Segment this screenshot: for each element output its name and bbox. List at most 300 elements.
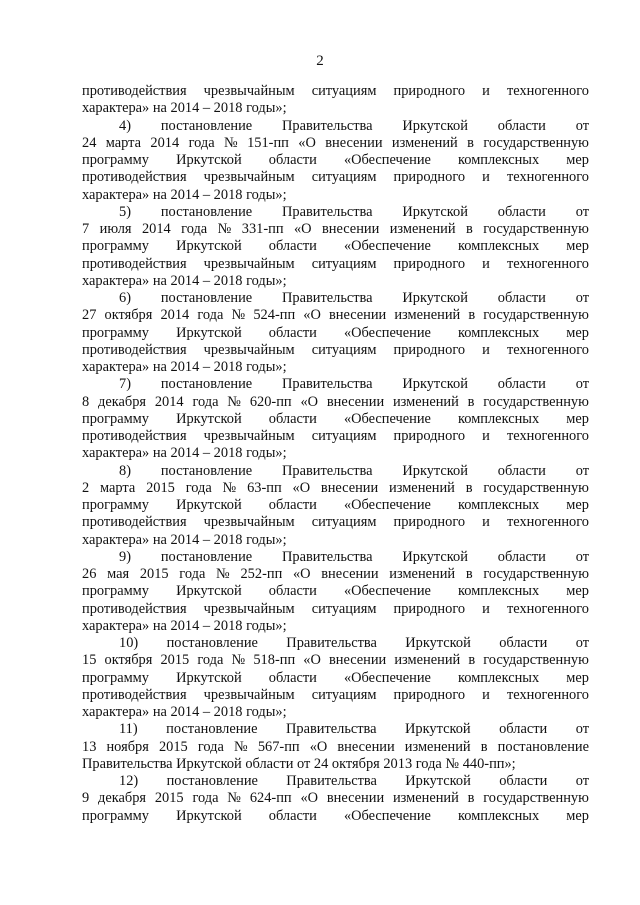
word: чрезвычайным <box>203 686 295 703</box>
word: № <box>222 479 237 496</box>
word: Иркутской <box>176 669 242 686</box>
word: 7 <box>82 221 90 237</box>
word: марта <box>105 134 142 151</box>
word: изменений <box>394 652 461 669</box>
word: 10) <box>119 635 139 651</box>
word: противодействия <box>82 169 187 186</box>
word: внесении <box>337 738 395 755</box>
text-line <box>82 83 589 100</box>
word: государственную <box>483 652 589 669</box>
word: № <box>217 221 232 237</box>
text-line <box>82 118 589 135</box>
word: техногенного <box>506 169 589 186</box>
word: октября <box>104 652 153 669</box>
text-line <box>82 721 589 738</box>
word: октября <box>104 307 153 324</box>
word: «Обеспечение <box>343 807 431 824</box>
word: «О <box>292 566 311 582</box>
word: № <box>216 566 230 582</box>
word: 2 <box>82 479 90 496</box>
word: в <box>467 393 475 410</box>
word: изменений <box>392 790 459 807</box>
word: и <box>482 83 490 99</box>
word: 15 <box>82 652 97 669</box>
word: чрезвычайным <box>203 600 295 617</box>
word: и <box>482 686 490 703</box>
word: в <box>465 479 473 496</box>
word: от <box>575 721 589 738</box>
word: «О <box>300 393 319 410</box>
word: Иркутской <box>176 497 242 513</box>
line-text: характера» на 2014 – 2018 годы»; <box>82 100 287 117</box>
word: изменений <box>389 566 456 582</box>
word: противодействия <box>82 83 187 99</box>
word: области <box>499 721 548 738</box>
word: 567-пп <box>257 738 300 755</box>
document-body <box>82 83 589 825</box>
text-line <box>82 704 589 721</box>
word: 2014 <box>160 307 190 324</box>
word: Правительства <box>281 376 373 393</box>
word: Иркутской <box>176 410 242 427</box>
word: изменений <box>389 221 456 237</box>
line-text: Правительства Иркутской области от 24 октября 2013 года № 440-пп»; <box>82 755 516 772</box>
word: мер <box>566 583 589 600</box>
word: постановление <box>166 635 258 651</box>
text-line <box>82 618 589 635</box>
word: постановление <box>160 290 253 306</box>
text-line <box>82 790 589 807</box>
word: «О <box>298 134 316 151</box>
word: Иркутской <box>176 807 242 824</box>
word: в <box>465 566 473 582</box>
word: мер <box>566 324 589 341</box>
word: техногенного <box>506 428 589 444</box>
word: программу <box>82 152 149 168</box>
word: «Обеспечение <box>343 497 431 513</box>
word: «О <box>303 307 321 324</box>
word: в <box>467 134 474 151</box>
word: от <box>575 290 589 306</box>
word: «О <box>300 790 319 807</box>
word: техногенного <box>506 341 589 358</box>
word: внесении <box>325 134 383 151</box>
text-line <box>82 342 589 359</box>
word: изменений <box>404 738 471 755</box>
word: июля <box>99 221 132 237</box>
word: постановление <box>166 721 258 738</box>
word: и <box>482 255 490 272</box>
word: ситуациям <box>311 686 377 703</box>
word: области <box>497 548 546 565</box>
word: от <box>575 635 589 651</box>
word: 524-пп <box>253 307 296 324</box>
word: противодействия <box>82 428 187 444</box>
word: области <box>268 807 317 824</box>
word: внесении <box>322 221 380 237</box>
word: 331-пп <box>241 221 284 237</box>
word: мер <box>566 410 589 427</box>
word: комплексных <box>458 152 540 168</box>
word: постановление <box>497 738 589 755</box>
word: года <box>192 790 219 807</box>
word: марта <box>100 479 136 496</box>
word: ситуациям <box>311 341 377 358</box>
word: ситуациям <box>311 428 377 444</box>
word: декабря <box>98 790 147 807</box>
word: природного <box>393 341 466 358</box>
text-line <box>82 187 589 204</box>
word: области <box>499 635 548 651</box>
word: 9 <box>82 790 90 807</box>
word: года <box>185 479 212 496</box>
word: 12) <box>119 773 139 789</box>
word: Правительства <box>286 773 377 789</box>
word: Правительства <box>281 462 373 479</box>
line-text: характера» на 2014 – 2018 годы»; <box>82 186 287 203</box>
word: Правительства <box>286 635 377 651</box>
text-line <box>82 428 589 445</box>
text-line <box>82 238 589 255</box>
line-text: характера» на 2014 – 2018 годы»; <box>82 445 287 462</box>
text-line <box>82 670 589 687</box>
word: государственную <box>483 307 589 324</box>
word: 2015 <box>146 479 175 496</box>
word: в <box>468 307 476 324</box>
word: 2014 <box>150 134 180 151</box>
word: и <box>482 600 490 617</box>
word: государственную <box>483 479 589 496</box>
word: области <box>497 462 546 479</box>
word: природного <box>393 169 466 186</box>
word: постановление <box>160 548 253 565</box>
word: от <box>575 117 589 134</box>
text-line <box>82 359 589 376</box>
word: программу <box>82 238 149 255</box>
line-text: характера» на 2014 – 2018 годы»; <box>82 359 287 375</box>
word: № <box>231 652 246 669</box>
word: области <box>499 773 548 789</box>
word: Правительства <box>281 203 373 220</box>
line-text: характера» на 2014 – 2018 годы»; <box>82 272 287 289</box>
word: внесении <box>320 479 379 496</box>
word: Иркутской <box>176 324 242 341</box>
word: Правительства <box>281 117 373 134</box>
word: чрезвычайным <box>203 255 295 272</box>
word: комплексных <box>458 669 540 686</box>
word: государственную <box>483 393 589 410</box>
word: «О <box>303 652 321 669</box>
word: изменений <box>389 479 455 496</box>
word: «Обеспечение <box>343 324 431 341</box>
word: области <box>268 238 317 255</box>
word: внесении <box>326 790 385 807</box>
word: Правительства <box>281 548 373 565</box>
word: 2015 <box>154 790 184 807</box>
word: области <box>497 290 546 306</box>
word: 252-пп <box>240 566 283 582</box>
word: техногенного <box>506 686 589 703</box>
word: программу <box>82 669 149 686</box>
text-line <box>82 169 589 186</box>
word: противодействия <box>82 255 187 272</box>
text-line <box>82 100 589 117</box>
word: комплексных <box>458 410 540 427</box>
word: природного <box>393 255 466 272</box>
word: комплексных <box>458 497 540 513</box>
word: ситуациям <box>311 169 377 186</box>
word: «Обеспечение <box>343 669 431 686</box>
word: области <box>497 117 546 134</box>
word: 620-пп <box>249 393 292 410</box>
word: техногенного <box>506 83 589 99</box>
word: области <box>268 410 317 427</box>
word: области <box>497 203 546 220</box>
word: «О <box>292 479 311 496</box>
word: в <box>480 738 488 755</box>
word: мер <box>566 238 589 255</box>
word: 7) <box>119 376 131 393</box>
word: изменений <box>392 393 459 410</box>
word: комплексных <box>458 324 540 341</box>
word: 2014 <box>154 393 184 410</box>
word: и <box>482 169 490 186</box>
word: программу <box>82 583 149 600</box>
word: мая <box>107 566 130 582</box>
word: области <box>268 583 317 600</box>
word: 4) <box>119 117 131 134</box>
text-line <box>82 773 589 790</box>
word: «Обеспечение <box>343 583 431 600</box>
word: года <box>192 393 219 410</box>
word: № <box>227 393 242 410</box>
word: постановление <box>160 117 253 134</box>
word: ситуациям <box>311 600 377 617</box>
word: в <box>468 652 476 669</box>
word: Иркутской <box>402 203 468 220</box>
word: 8 <box>82 393 90 410</box>
text-line <box>82 739 589 756</box>
word: 624-пп <box>249 790 292 807</box>
word: мер <box>566 807 589 824</box>
word: области <box>268 669 317 686</box>
word: ситуациям <box>311 255 377 272</box>
text-line <box>82 290 589 307</box>
word: 2015 <box>158 738 188 755</box>
word: Иркутской <box>402 376 468 393</box>
word: года <box>197 738 224 755</box>
word: 24 <box>82 134 97 151</box>
word: ситуациям <box>311 83 377 99</box>
word: программу <box>82 807 149 824</box>
word: изменений <box>391 134 458 151</box>
line-text: характера» на 2014 – 2018 годы»; <box>82 531 287 548</box>
word: техногенного <box>506 514 589 531</box>
word: чрезвычайным <box>203 428 295 444</box>
word: природного <box>393 686 466 703</box>
word: противодействия <box>82 686 187 703</box>
word: 27 <box>82 307 97 324</box>
text-line <box>82 756 589 773</box>
word: чрезвычайным <box>203 169 295 186</box>
word: мер <box>566 669 589 686</box>
word: 2015 <box>139 566 169 582</box>
word: Иркутской <box>402 290 468 306</box>
word: № <box>227 790 242 807</box>
text-line <box>82 463 589 480</box>
text-line <box>82 204 589 221</box>
word: № <box>223 134 238 151</box>
word: государственную <box>483 134 589 151</box>
word: изменений <box>394 307 461 324</box>
word: внесении <box>326 393 385 410</box>
word: 518-пп <box>253 652 296 669</box>
text-line <box>82 256 589 273</box>
text-line <box>82 635 589 652</box>
word: «О <box>293 221 312 237</box>
word: 11) <box>119 721 138 738</box>
word: Иркутской <box>402 462 468 479</box>
word: от <box>575 773 589 789</box>
word: государственную <box>483 221 589 237</box>
word: техногенного <box>506 600 589 617</box>
word: техногенного <box>506 255 589 272</box>
word: года <box>179 566 206 582</box>
text-line <box>82 221 589 238</box>
text-line <box>82 549 589 566</box>
word: Иркутской <box>402 548 468 565</box>
word: постановление <box>166 773 258 789</box>
text-line <box>82 135 589 152</box>
word: 26 <box>82 566 97 582</box>
word: комплексных <box>458 807 540 824</box>
text-line <box>82 601 589 618</box>
word: Иркутской <box>405 773 471 789</box>
word: постановление <box>160 203 253 220</box>
word: внесении <box>328 652 387 669</box>
word: мер <box>566 497 589 513</box>
word: от <box>575 462 589 479</box>
word: программу <box>82 324 149 341</box>
word: года <box>181 221 208 237</box>
word: и <box>482 341 490 358</box>
word: постановление <box>160 376 253 393</box>
word: 2015 <box>160 652 190 669</box>
word: «Обеспечение <box>343 152 431 168</box>
text-line <box>82 514 589 531</box>
line-text: характера» на 2014 – 2018 годы»; <box>82 704 287 720</box>
word: «Обеспечение <box>343 238 431 255</box>
word: 13 <box>82 738 97 755</box>
word: чрезвычайным <box>203 341 295 358</box>
word: противодействия <box>82 600 187 617</box>
word: Иркутской <box>176 152 242 168</box>
word: постановление <box>160 462 253 479</box>
word: № <box>231 307 246 324</box>
word: Иркутской <box>402 117 468 134</box>
word: государственную <box>483 566 589 582</box>
word: ноября <box>106 738 149 755</box>
word: государственную <box>483 790 589 807</box>
word: Иркутской <box>176 583 242 600</box>
word: 5) <box>119 203 131 220</box>
text-line <box>82 652 589 669</box>
word: в <box>467 790 475 807</box>
word: ситуациям <box>311 514 377 531</box>
text-line <box>82 583 589 600</box>
word: № <box>233 738 248 755</box>
word: Иркутской <box>176 238 242 255</box>
word: 2014 <box>141 221 171 237</box>
page-number: 2 <box>316 53 324 69</box>
text-line <box>82 687 589 704</box>
word: области <box>268 324 317 341</box>
word: внесении <box>321 566 379 582</box>
text-line <box>82 411 589 428</box>
word: Иркутской <box>405 721 471 738</box>
word: области <box>268 152 317 168</box>
word: программу <box>82 497 149 513</box>
word: от <box>575 376 589 393</box>
word: природного <box>393 83 466 99</box>
word: «О <box>309 738 328 755</box>
word: чрезвычайным <box>203 514 295 531</box>
word: Иркутской <box>405 635 471 651</box>
word: внесении <box>328 307 387 324</box>
text-line <box>82 480 589 497</box>
text-line <box>82 566 589 583</box>
word: противодействия <box>82 514 187 531</box>
text-line <box>82 497 589 514</box>
text-line <box>82 445 589 462</box>
line-text: характера» на 2014 – 2018 годы»; <box>82 617 287 634</box>
word: Правительства <box>285 721 377 738</box>
word: противодействия <box>82 341 187 358</box>
word: природного <box>393 428 466 444</box>
word: 63-пп <box>247 479 282 496</box>
word: Правительства <box>281 290 373 306</box>
text-line <box>82 808 589 825</box>
text-line <box>82 394 589 411</box>
word: 9) <box>119 548 131 565</box>
word: «Обеспечение <box>343 410 431 427</box>
word: мер <box>566 152 589 168</box>
word: от <box>575 548 589 565</box>
word: чрезвычайным <box>203 83 295 99</box>
text-line <box>82 273 589 290</box>
word: 6) <box>119 290 131 306</box>
word: в <box>466 221 473 237</box>
word: области <box>268 497 317 513</box>
text-line <box>82 152 589 169</box>
text-line <box>82 532 589 549</box>
word: природного <box>393 600 466 617</box>
word: и <box>482 514 490 531</box>
word: 8) <box>119 462 131 479</box>
text-line <box>82 307 589 324</box>
word: декабря <box>98 393 147 410</box>
word: природного <box>393 514 466 531</box>
text-line <box>82 325 589 342</box>
word: комплексных <box>458 583 540 600</box>
word: от <box>575 203 589 220</box>
word: года <box>188 134 215 151</box>
word: года <box>197 307 224 324</box>
word: и <box>482 428 490 444</box>
word: года <box>197 652 224 669</box>
word: 151-пп <box>247 134 289 151</box>
word: программу <box>82 410 149 427</box>
